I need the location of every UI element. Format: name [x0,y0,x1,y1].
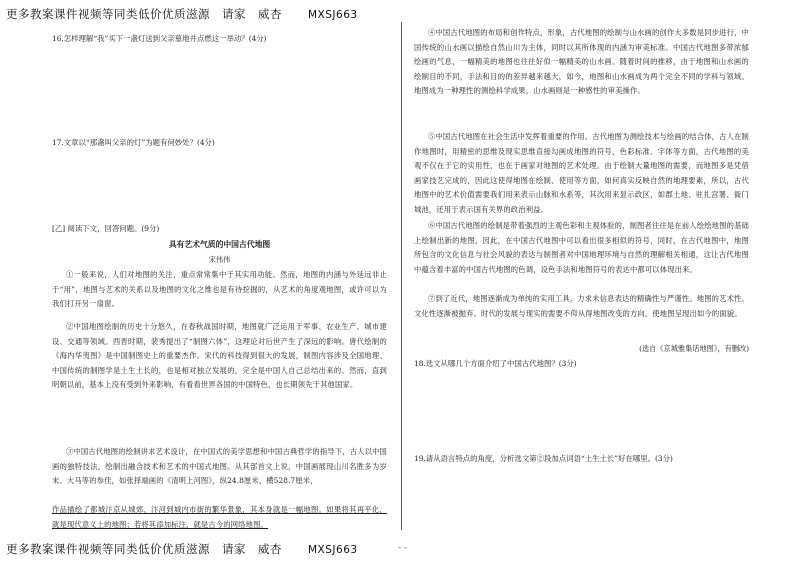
footer-banner [6,541,358,557]
paragraph-7: ⑦到了近代，地图逐渐成为单纯的实用工具，力求未信息表达的精确性与严谨性。地图的艺术性、文化性逐渐被抛弃。时代的发展与现实的需要不仰从得地图改变的方向，使地图呈现出如今的面貌。 [414,294,749,318]
page-marks: - - [398,543,408,553]
question-19: 19.请从语言特点的角度，分析选文第②段加点词语“土生土长”好在哪里。(3分) [414,454,673,463]
footer-banner-code: MXSJ663 [308,544,358,556]
question-18: 18.选文从哪几个方面介绍了中国古代地图？(3分) [414,359,577,368]
question-17: 17.文章以“那盏叫父亲的灯”为题有何妙处？(4分) [52,138,215,147]
banner-code: MXSJ663 [308,9,358,21]
source-note: (选自《京城雅集话地图》，有删改) [639,344,749,353]
footer-banner-text: 更多教案课件视频等同类低价优质滋源 请家 威杏 [6,542,282,556]
paragraph-4: ④中国古代地图的布局和创作特点，形象，古代地图的绘制与山水画的创作大多数是同步进行，中国传统的山水画以描绘自然山川为主体，同时以其所体现的内涵为审美标准。中国古代地图多带浓郁绘画的气息，一幅精美的地图也往往好似一幅精美的山水画。随着时间的推移，由于地图和山水画的绘制目的不同，手法和目的的差异越来越大，如今，地图和山水画成为两个完全不同的学科与领域。地图成为一种理性的测绘科学成果，山水画则是一种感性的审美操作。 [414,28,749,96]
paragraph-2: ②中国地图绘制的历史十分悠久，在春秋战国时期，地图就广泛运用于军事、农业生产、城市建设、交通等领域。西晋时期，裴秀提出了“制图六体”，这理论对后世产生了深远的影响。唐代绘制的《海内华夷图》是中国制图史上的重要杰作。宋代的科技得到很大的发展，制图内容涉及全国地理、中国传统的制图学是土生土长的，也是相对独立发展的，完全是中国人自己总结出来的。然而，直到明朝以前，基本上没有受到外来影响，有看看世界各国的中国特色，也长期领先于其他国家。 [52,322,387,390]
paragraph-5: ⑤中国古代地图在社会生活中发挥着重要的作用。古代地图为测绘技术与绘画的结合体，古人在制作地图时，用精密的思维及现实思维直接勾画成地图的符号，色彩标准、字体等方面，古代地图的美观不仅在于它的实用性，也在于画家对地图的艺术处理。由于绘制大量地图的需要，而地图多是凭借画家技艺完成的，因此这使得地图在绘制、使用等方面，如何真实反映自然的地理要素，所以，古代地图中的艺术价值需要我们用来表示山脉和水系等，其次用来显示政区，如郡土地、驻扎宫署、衙门城池，还用于表示国有关界的政治利益。 [414,132,749,214]
banner-text: 更多教案课件视频等同类低价优质滋源 请家 威杏 [6,7,282,21]
paragraph-1: ①一般来说，人们对地图的关注，重点常常集中于其实用功能。然而，地图的内涵与外延远非止于“用”，地图与艺术的关系以及地图的文化之维也是有待挖掘的，从艺术的角度观地图，或许可以为我们打开另一扇窗。 [52,270,387,309]
article-author: 宋伟伟 [208,255,231,264]
question-16: 16.怎样理解“我”买下一盏灯送到父亲墓地并点燃这一举动？(4分) [52,34,267,43]
paragraph-3: ③中国古代地图的绘制讲求艺术设计，在中国式的美学思想和中国古典哲学的指导下，古人以中国画的独特技法，绘制出融合技术和艺术的中国式地图。从其部首文上说，中国画展现山川名胜多为岁末、大马等的参佳，如张择端画的《清明上河图》，纵24.8厘米，横528.7厘米， [52,447,387,486]
section-heading: [乙] 阅读下文，回答问题。(9分) [52,224,160,233]
paragraph-3-underlined: 作品描绘了都城汴京从城郊、汴河到城内市街的繁华景象，其本身就是一幅地图。如果将其再平化，就是现代意义上的地图；若将其添加标注，就是古今的网络地图。 [52,505,387,529]
article-title: 具有艺术气质的中国古代地图 [168,240,271,249]
header-banner [6,6,358,22]
column-divider [401,22,402,530]
paragraph-6: ⑥中国古代地图的绘制是带着强烈的主观色彩和主观体验的，制图者往往是在前人绘绘地图的基础上绘制出新的地图，因此，在中国古代地图中可以看出很多相似的符号，同时，在古代地图中，地图所包含的文化信息与社会风貌的表达与制图者对中国地理环境与自然的理解相关相通，这让古代地图中蕴含着丰富的中国古代地图的色调，设色手法和地图符号的表达中都可以体现出来。 [414,221,749,274]
